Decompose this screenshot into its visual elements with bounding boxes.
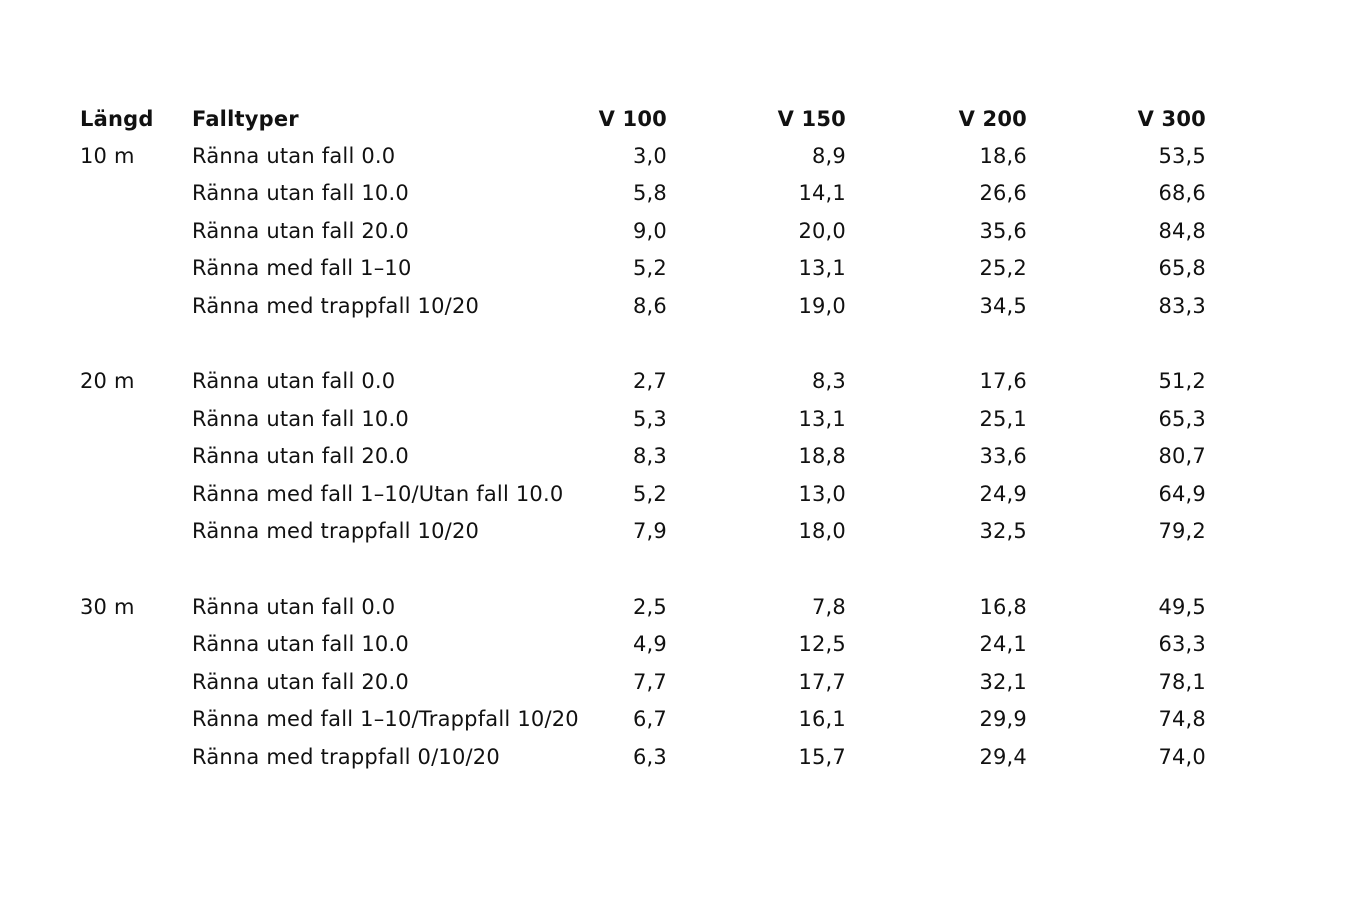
value-v100: 4,9	[633, 632, 667, 657]
group-spacer	[80, 325, 1230, 363]
value-v100: 5,2	[633, 481, 667, 506]
value-v150: 8,3	[812, 369, 846, 394]
fall-type: Ränna utan fall 0.0	[192, 143, 396, 168]
table-row	[80, 438, 1230, 476]
fall-type: Ränna med trappfall 10/20	[192, 519, 480, 544]
value-v150: 13,1	[798, 406, 846, 431]
group-length: 20 m	[80, 369, 135, 394]
value-v300: 74,0	[1158, 744, 1206, 769]
value-v300: 79,2	[1158, 519, 1206, 544]
fall-type: Ränna utan fall 0.0	[192, 594, 396, 619]
value-v150: 18,8	[798, 444, 846, 469]
value-v200: 32,1	[979, 669, 1027, 694]
table-row	[80, 212, 1230, 250]
table-row	[80, 701, 1230, 739]
value-v150: 13,1	[798, 256, 846, 281]
value-v300: 84,8	[1158, 218, 1206, 243]
value-v300: 65,8	[1158, 256, 1206, 281]
value-v100: 8,6	[633, 293, 667, 318]
fall-type: Ränna utan fall 20.0	[192, 444, 409, 469]
value-v200: 34,5	[979, 293, 1027, 318]
table-row	[80, 137, 1230, 175]
value-v300: 65,3	[1158, 406, 1206, 431]
value-v300: 68,6	[1158, 181, 1206, 206]
value-v300: 51,2	[1158, 369, 1206, 394]
fall-type: Ränna utan fall 20.0	[192, 218, 409, 243]
value-v200: 29,9	[979, 707, 1027, 732]
header-v300: V 300	[1137, 106, 1206, 131]
value-v100: 8,3	[633, 444, 667, 469]
header-length: Längd	[80, 106, 154, 131]
group-length: 10 m	[80, 143, 135, 168]
value-v100: 7,7	[633, 669, 667, 694]
value-v150: 12,5	[798, 632, 846, 657]
value-v100: 5,3	[633, 406, 667, 431]
value-v200: 32,5	[979, 519, 1027, 544]
value-v300: 64,9	[1158, 481, 1206, 506]
value-v200: 25,2	[979, 256, 1027, 281]
fall-type: Ränna utan fall 10.0	[192, 406, 409, 431]
table-row	[80, 400, 1230, 438]
fall-type: Ränna med trappfall 10/20	[192, 293, 480, 318]
table-row	[80, 663, 1230, 701]
fall-type: Ränna med fall 1–10/Utan fall 10.0	[192, 481, 564, 506]
value-v100: 3,0	[633, 143, 667, 168]
capacity-table	[80, 100, 1230, 776]
header-v100: V 100	[598, 106, 667, 131]
value-v150: 17,7	[798, 669, 846, 694]
header-v200: V 200	[958, 106, 1027, 131]
table-row	[80, 513, 1230, 551]
table-row	[80, 250, 1230, 288]
value-v300: 74,8	[1158, 707, 1206, 732]
value-v100: 7,9	[633, 519, 667, 544]
fall-type: Ränna utan fall 0.0	[192, 369, 396, 394]
table-row	[80, 626, 1230, 664]
fall-type: Ränna med fall 1–10	[192, 256, 412, 281]
value-v150: 14,1	[798, 181, 846, 206]
value-v150: 15,7	[798, 744, 846, 769]
value-v200: 29,4	[979, 744, 1027, 769]
value-v300: 49,5	[1158, 594, 1206, 619]
fall-type: Ränna utan fall 10.0	[192, 632, 409, 657]
value-v150: 16,1	[798, 707, 846, 732]
fall-type: Ränna utan fall 20.0	[192, 669, 409, 694]
value-v300: 83,3	[1158, 293, 1206, 318]
table-row	[80, 287, 1230, 325]
value-v100: 2,7	[633, 369, 667, 394]
value-v300: 78,1	[1158, 669, 1206, 694]
value-v150: 7,8	[812, 594, 846, 619]
value-v300: 53,5	[1158, 143, 1206, 168]
group-spacer	[80, 550, 1230, 588]
value-v300: 80,7	[1158, 444, 1206, 469]
value-v150: 8,9	[812, 143, 846, 168]
value-v200: 25,1	[979, 406, 1027, 431]
value-v100: 6,7	[633, 707, 667, 732]
table-row	[80, 738, 1230, 776]
value-v150: 13,0	[798, 481, 846, 506]
value-v100: 9,0	[633, 218, 667, 243]
header-type: Falltyper	[192, 106, 299, 131]
value-v200: 17,6	[979, 369, 1027, 394]
table-row	[80, 175, 1230, 213]
value-v200: 24,1	[979, 632, 1027, 657]
table-row	[80, 475, 1230, 513]
value-v200: 18,6	[979, 143, 1027, 168]
fall-type: Ränna utan fall 10.0	[192, 181, 409, 206]
value-v200: 24,9	[979, 481, 1027, 506]
value-v100: 2,5	[633, 594, 667, 619]
value-v200: 33,6	[979, 444, 1027, 469]
table-row	[80, 588, 1230, 626]
value-v200: 26,6	[979, 181, 1027, 206]
value-v100: 5,2	[633, 256, 667, 281]
value-v200: 35,6	[979, 218, 1027, 243]
value-v150: 20,0	[798, 218, 846, 243]
value-v150: 19,0	[798, 293, 846, 318]
fall-type: Ränna med trappfall 0/10/20	[192, 744, 500, 769]
value-v100: 5,8	[633, 181, 667, 206]
value-v150: 18,0	[798, 519, 846, 544]
table-row	[80, 363, 1230, 401]
header-v150: V 150	[777, 106, 846, 131]
value-v100: 6,3	[633, 744, 667, 769]
table-header	[80, 100, 1230, 137]
group-length: 30 m	[80, 594, 135, 619]
fall-type: Ränna med fall 1–10/Trappfall 10/20	[192, 707, 579, 732]
value-v200: 16,8	[979, 594, 1027, 619]
value-v300: 63,3	[1158, 632, 1206, 657]
